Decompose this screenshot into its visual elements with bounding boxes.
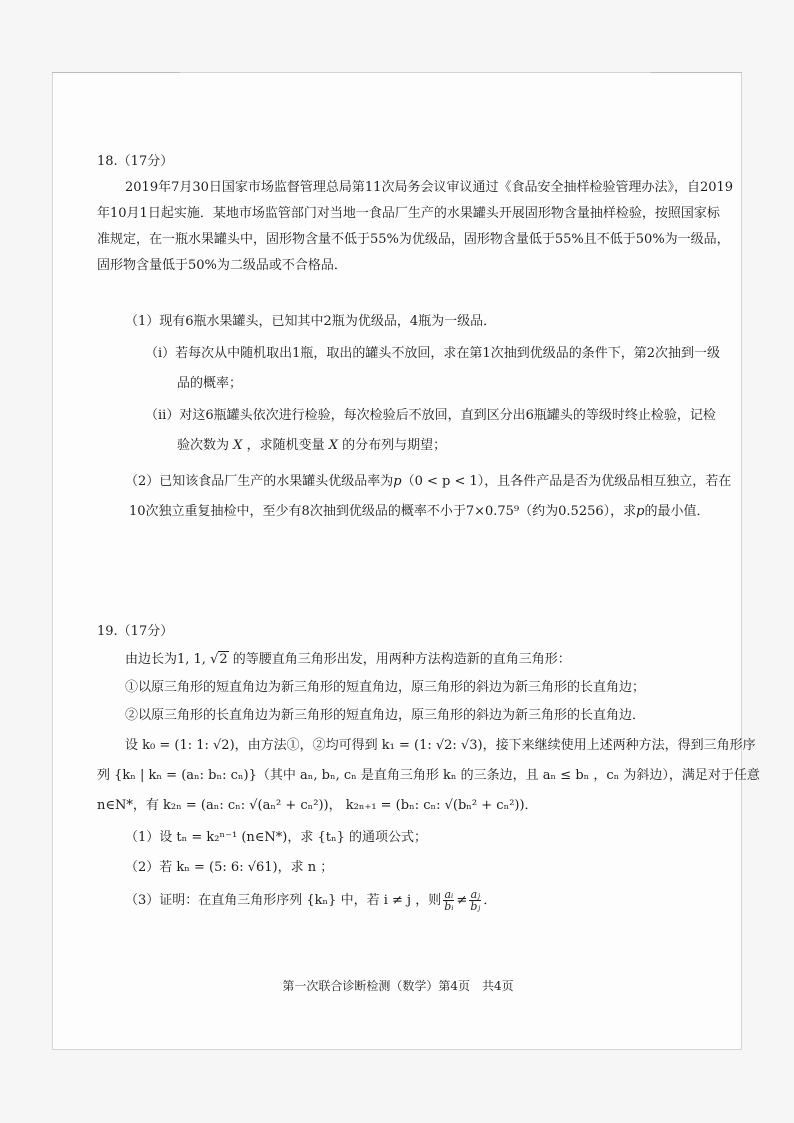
q18-part1-i-line2: 品的概率；	[177, 376, 243, 391]
fraction-aj-bj	[469, 889, 481, 912]
q18-intro-line1: 2019年7月30日国家市场监督管理总局第11次局务会议审议通过《食品安全抽样检验管理办法》，自2019	[125, 180, 734, 195]
fraction-bj-denominator: bⱼ	[470, 900, 481, 913]
fraction-ai-numerator: aᵢ	[444, 888, 454, 901]
q18-intro-line4: 固形物含量低于50%为二级品或不合格品．	[97, 258, 347, 273]
q19-sub3	[125, 889, 496, 912]
q18-part2-text-a: （2）已知该食品厂生产的水果罐头优级品率为	[125, 474, 394, 489]
q18-intro-line3: 准规定，在一瓶水果罐头中，固形物含量不低于55%为优级品，固形物含量低于55%且不低于50%为一级品，	[97, 232, 730, 247]
fraction-bi-denominator: bᵢ	[444, 900, 454, 913]
q18-header: 18.（17分）	[97, 154, 174, 169]
q18-part2-line2	[129, 503, 710, 521]
exam-page	[52, 72, 760, 1050]
q19-definition-line2: 列 {kₙ | kₙ = (aₙ: bₙ: cₙ)}（其中 aₙ, bₙ, cₙ 是直角三角形 kₙ 的三条边，且 aₙ ≤ bₙ ，cₙ 为斜边），满足对于任意	[97, 768, 760, 783]
top-rule-left	[52, 72, 180, 73]
q19-method2: ②以原三角形的长直角边为新三角形的短直角边，原三角形的斜边为新三角形的长直角边．	[125, 708, 646, 723]
q18-part2-text-d: （约为0.5256），求	[519, 504, 637, 519]
q18-part2-condition: （0 < p < 1）	[401, 474, 485, 489]
q19-method1: ①以原三角形的短直角边为新三角形的短直角边，原三角形的斜边为新三角形的长直角边；	[125, 680, 646, 695]
not-equal-sign: ≠	[456, 893, 468, 908]
q18-part2-text-c: 10次独立重复抽检中，至少有8次抽到优级品的概率不小于	[129, 504, 466, 519]
q19-sub1: （1）设 tₙ = k₂ⁿ⁻¹ (n∈N*)，求 {tₙ} 的通项公式；	[125, 830, 427, 845]
q19-header: 19.（17分）	[97, 624, 174, 639]
q19-sub2: （2）若 kₙ = (5: 6: √61)，求 n ；	[125, 860, 334, 875]
q18-part1-ii-line1: （ii）对这6瓶罐头依次进行检验，每次检验后不放回，直到区分出6瓶罐头的等级时终止检验，记检	[145, 408, 716, 423]
q18-part1: （1）现有6瓶水果罐头，已知其中2瓶为优级品，4瓶为一级品．	[125, 314, 497, 329]
fraction-aj-numerator: aⱼ	[470, 888, 481, 901]
var-x: X	[233, 438, 243, 453]
q19-intro-text-b: 的等腰直角三角形出发，用两种方法构造新的直角三角形：	[232, 652, 571, 667]
q18-part2-text-e: 的最小值．	[644, 504, 710, 519]
fraction-ai-bi	[443, 889, 454, 912]
q19-sub3-end: ．	[483, 893, 497, 908]
q19-intro: 由边长为1, 1, √2 的等腰直角三角形出发，用两种方法构造新的直角三角形：	[125, 652, 571, 667]
var-p-2: p	[636, 504, 645, 519]
top-rule-right	[650, 72, 742, 73]
q19-definition-line1: 设 k₀ = (1: 1: √2)，由方法①，②均可得到 k₁ = (1: √2: √3)，接下来继续使用上述两种方法，得到三角形序	[125, 738, 756, 753]
q18-part1-ii-text-b: ，求随机变量	[246, 438, 325, 453]
q19-intro-text-a: 由边长为1, 1,	[125, 652, 206, 667]
q19-definition-line3: n∈N*，有 k₂ₙ = (aₙ: cₙ: √(aₙ² + cₙ²))， k₂ₙ₊₁ = (bₙ: cₙ: √(bₙ² + cₙ²))．	[97, 798, 538, 813]
q18-part2-text-b: ，且各件产品是否为优级品相互独立，若在	[484, 474, 732, 489]
page-footer: 第一次联合诊断检测（数学）第4页 共4页	[282, 979, 514, 993]
q18-part1-ii-line2	[177, 437, 446, 455]
var-x-2: X	[328, 438, 338, 453]
q18-part2-expression: 7×0.75⁹	[465, 504, 520, 519]
q18-part2-line1	[125, 473, 731, 491]
var-p: p	[393, 474, 402, 489]
q19-sub3-text: （3）证明：在直角三角形序列 {kₙ} 中，若 i ≠ j ，则	[125, 893, 442, 908]
q18-part1-ii-text-c: 的分布列与期望；	[342, 438, 447, 453]
sqrt-2: 2	[219, 652, 228, 667]
q18-intro-line2: 年10月1日起实施．某地市场监管部门对当地一食品厂生产的水果罐头开展固形物含量抽样检验，按照国家标	[97, 206, 720, 221]
q18-part1-i-line1: （i）若每次从中随机取出1瓶，取出的罐头不放回，求在第1次抽到优级品的条件下，第2次抽到一级	[145, 346, 720, 361]
q18-part1-ii-text-a: 验次数为	[177, 438, 230, 453]
